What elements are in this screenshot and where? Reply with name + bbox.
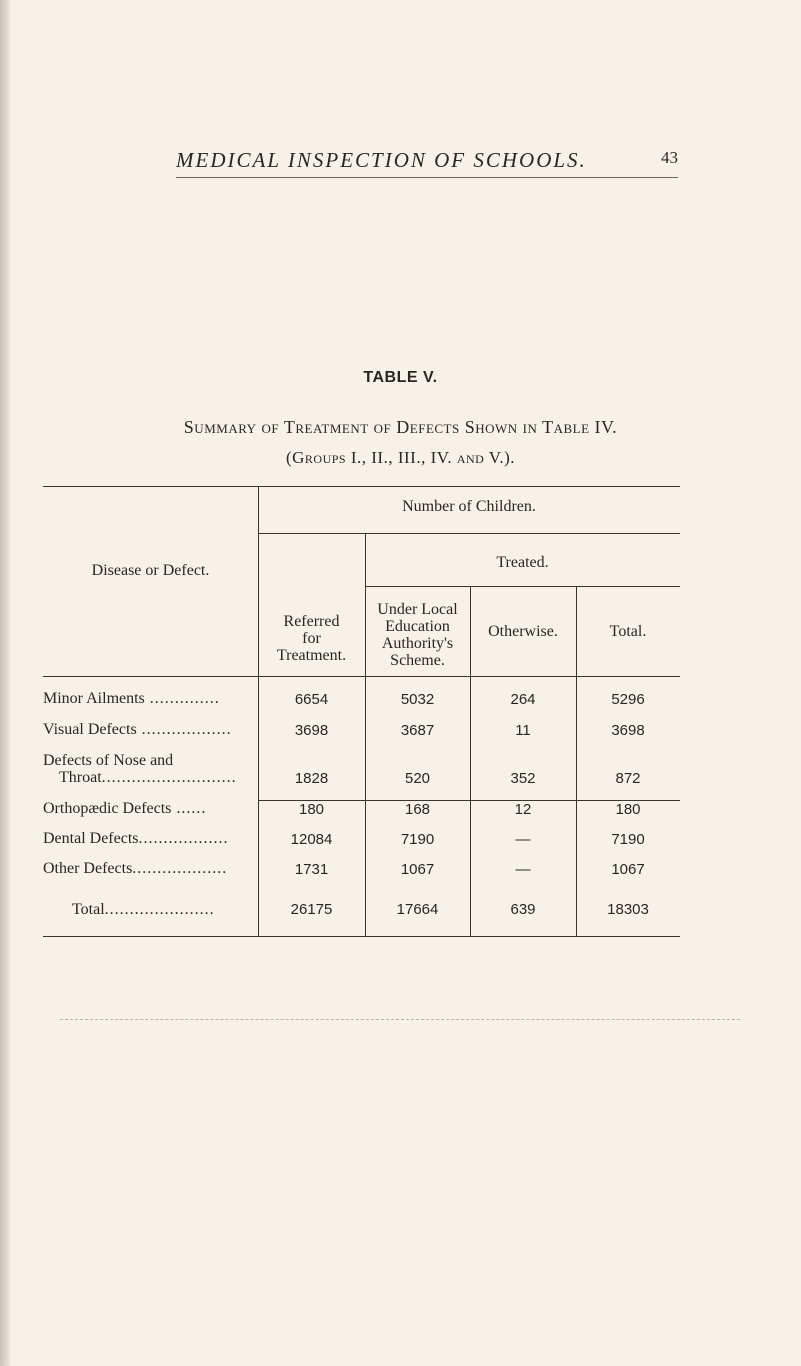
- header-referred-line: Referred: [283, 613, 340, 630]
- cell-otherwise: 11: [515, 722, 531, 739]
- cell-otherwise: 12: [514, 801, 532, 818]
- total-total: 18303: [607, 901, 649, 918]
- header-disease: Disease or Defect.: [91, 562, 210, 579]
- cell-under-local: 520: [404, 770, 431, 787]
- cell-otherwise: —: [515, 861, 531, 878]
- cell-total: 180: [615, 801, 641, 818]
- table-summary: Summary of Treatment of Defects Shown in Table IV.: [183, 417, 618, 437]
- cell-total: 3698: [611, 722, 645, 739]
- total-label-text: Total: [72, 901, 105, 918]
- total-label: [72, 901, 215, 919]
- cell-total: 872: [615, 770, 641, 787]
- cell-total: 5296: [611, 691, 645, 708]
- leader-dots: ..................: [138, 830, 229, 847]
- cell-under-local: 1067: [400, 861, 435, 878]
- running-head-title: MEDICAL INSPECTION OF SCHOOLS.: [176, 148, 587, 172]
- cell-referred: 180: [298, 801, 325, 818]
- cell-referred: 3698: [294, 722, 329, 739]
- row-label: [43, 830, 229, 848]
- header-under-local-line: Authority's: [381, 635, 454, 652]
- row-label-text: Minor Ailments: [43, 690, 145, 707]
- cell-under-local: 5032: [400, 691, 435, 708]
- cell-total: 7190: [611, 831, 645, 848]
- row-label-text: Orthopædic Defects: [43, 800, 172, 817]
- row-label-text: Visual Defects: [43, 721, 137, 738]
- cell-otherwise: 264: [510, 691, 536, 708]
- cell-under-local: 3687: [400, 722, 435, 739]
- cell-otherwise: —: [515, 831, 531, 848]
- cell-under-local: 168: [404, 801, 431, 818]
- cell-referred: 1828: [294, 770, 329, 787]
- row-label-text: Other Defects: [43, 860, 133, 877]
- page-number: 43: [661, 148, 678, 167]
- table-title: TABLE V.: [363, 369, 438, 386]
- header-under-local-line: Under Local: [377, 601, 458, 618]
- row-label: [43, 800, 206, 818]
- leader-dots: ..............: [144, 690, 220, 707]
- row-label: [43, 860, 227, 878]
- row-label-text: Throat: [59, 769, 102, 786]
- header-under-local-line: Scheme.: [390, 652, 445, 669]
- total-referred: 26175: [290, 901, 333, 918]
- header-treated: Treated.: [496, 554, 549, 571]
- cell-under-local: 7190: [400, 831, 435, 848]
- total-under-local: 17664: [396, 901, 439, 918]
- cell-referred: 1731: [294, 861, 329, 878]
- row-label: [43, 721, 232, 739]
- cell-total: 1067: [611, 861, 645, 878]
- cell-otherwise: 352: [510, 770, 536, 787]
- leader-dots: ......................: [104, 901, 215, 918]
- row-label: [43, 690, 220, 708]
- row-label-line1: Defects of Nose and: [43, 752, 174, 769]
- faint-print-line: [60, 1019, 740, 1021]
- header-referred-line: for: [302, 630, 321, 647]
- header-number-of-children: Number of Children.: [402, 498, 536, 515]
- total-otherwise: 639: [510, 901, 536, 918]
- cell-referred: 6654: [294, 691, 329, 708]
- table-groups: (Groups I., II., III., IV. and V.).: [285, 448, 516, 467]
- leader-dots: ..................: [136, 721, 232, 738]
- header-referred-line: Treatment.: [276, 647, 347, 664]
- leader-dots: ...................: [132, 860, 228, 877]
- header-total: Total.: [609, 623, 647, 640]
- leader-dots: ......: [171, 800, 207, 817]
- row-label-text: Dental Defects: [43, 830, 139, 847]
- header-otherwise: Otherwise.: [488, 623, 558, 640]
- cell-referred: 12084: [290, 831, 333, 848]
- header-under-local-line: Education: [385, 618, 450, 635]
- leader-dots: ...........................: [101, 769, 237, 786]
- row-label: [59, 769, 237, 787]
